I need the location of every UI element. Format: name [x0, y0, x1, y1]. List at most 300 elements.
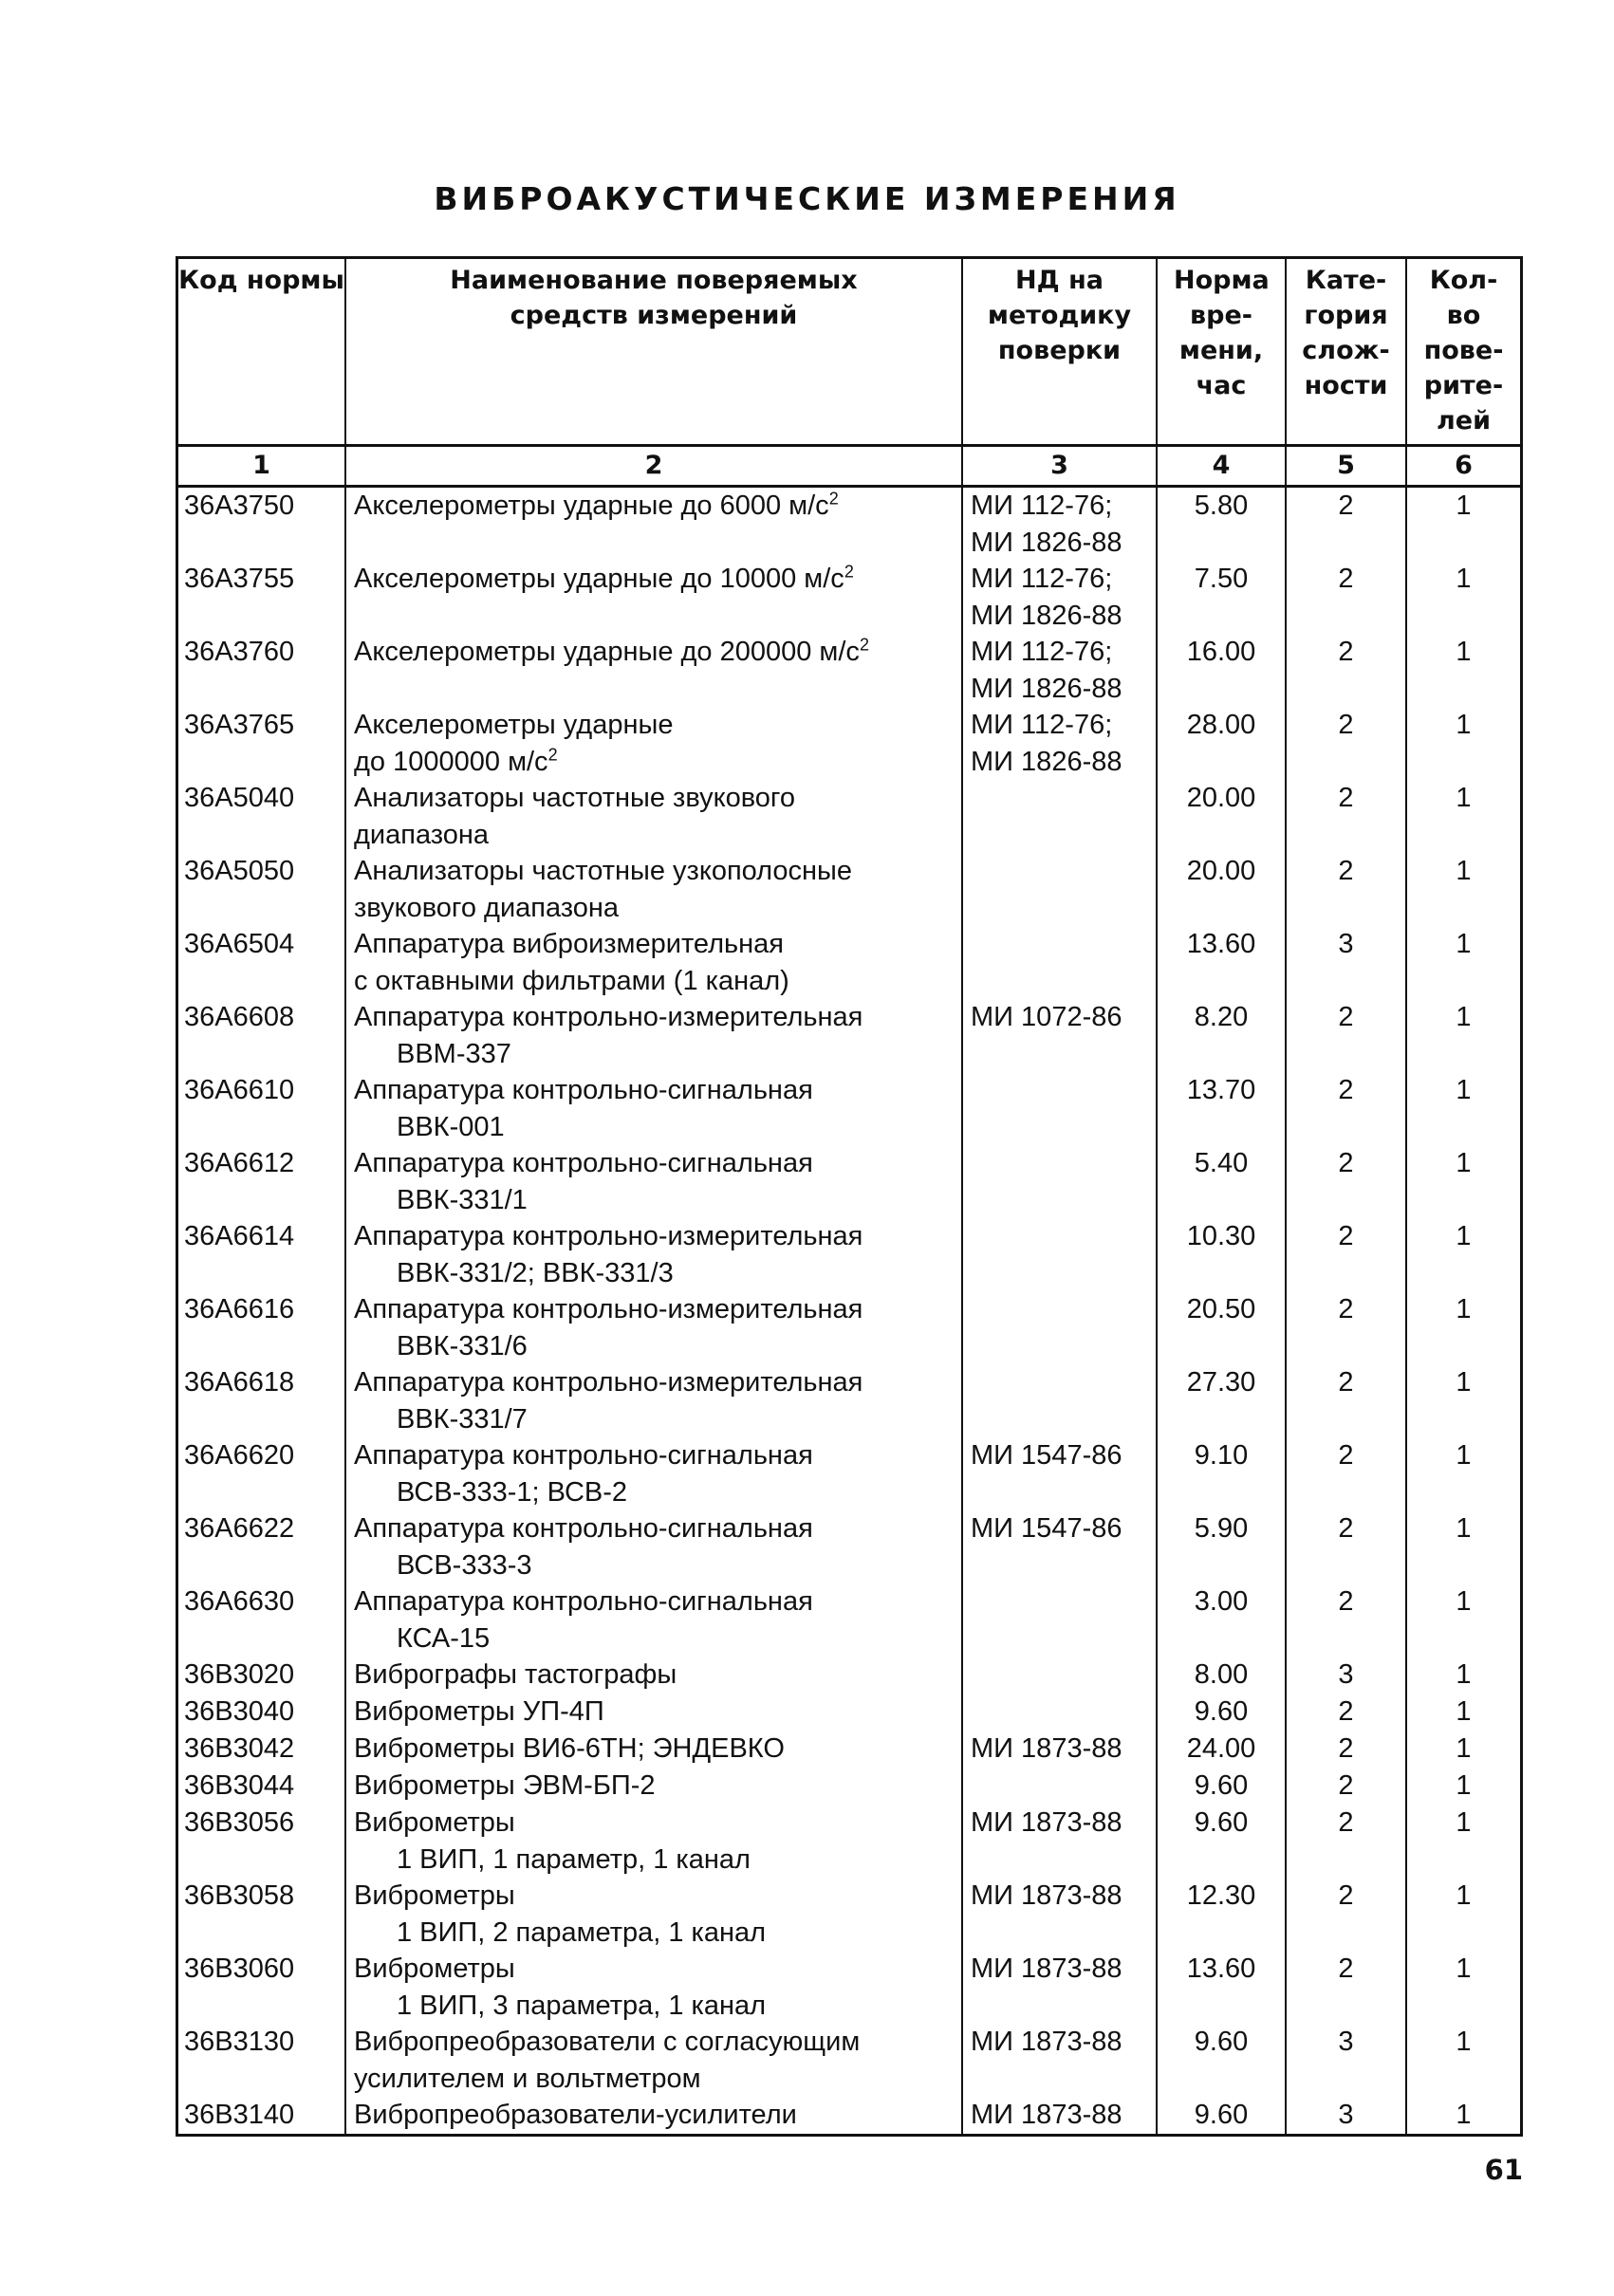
- code-text: 36В3056: [184, 1807, 295, 1838]
- name-text: 1 ВИП, 2 параметра, 1 канал: [397, 1916, 767, 1948]
- name-text: ВСВ-333-1; ВСВ-2: [397, 1476, 628, 1508]
- count-text: 1: [1456, 2027, 1472, 2057]
- norm-text: 13.60: [1186, 1953, 1256, 1984]
- name-text: Аппаратура контрольно-измерительная: [354, 1367, 863, 1398]
- cell-count: [1407, 1731, 1520, 1768]
- name-line-2: [354, 1255, 961, 1292]
- name-text: Аппаратура контрольно-измерительная: [354, 1294, 863, 1324]
- cell-count: [1407, 999, 1520, 1072]
- name-line-2: [354, 1915, 961, 1952]
- cell-code: [178, 999, 346, 1072]
- nd-text: МИ 1873-88: [971, 1953, 1122, 1984]
- name-line-1: [354, 1878, 961, 1915]
- cell-nd: [963, 1951, 1158, 2024]
- cell-category: [1287, 1768, 1407, 1805]
- cell-norm: [1158, 1145, 1287, 1218]
- name-line-1: [354, 488, 961, 525]
- cell-nd: [963, 1805, 1158, 1878]
- norm-text: 20.50: [1186, 1294, 1256, 1324]
- table-row: [178, 1583, 1520, 1657]
- table-row: [178, 561, 1520, 634]
- cell-name: [346, 1218, 963, 1291]
- cell-name: [346, 1805, 963, 1878]
- name-text: Аппаратура виброизмерительная: [354, 929, 784, 959]
- table-row: [178, 1218, 1520, 1291]
- cell-nd: [963, 1768, 1158, 1805]
- cell-norm: [1158, 1878, 1287, 1951]
- cell-code: [178, 1218, 346, 1291]
- code-text: 36А6630: [184, 1586, 295, 1617]
- cell-count: [1407, 561, 1520, 634]
- norm-text: 20.00: [1186, 856, 1256, 886]
- cell-category: [1287, 2024, 1407, 2097]
- code-text: 36А3755: [184, 564, 295, 594]
- category-text: 2: [1338, 1294, 1354, 1324]
- cell-code: [178, 780, 346, 853]
- table-row: [178, 853, 1520, 926]
- name-line-2: [354, 1620, 961, 1657]
- name-line-2: [354, 1988, 961, 2025]
- table-row: [178, 1951, 1520, 2024]
- cell-code: [178, 1657, 346, 1694]
- cell-nd: [963, 1731, 1158, 1768]
- norm-text: 16.00: [1186, 637, 1256, 667]
- name-line-1: [354, 1731, 961, 1768]
- name-text: Вибропреобразователи-усилители: [354, 2100, 797, 2130]
- category-text: 2: [1338, 1075, 1354, 1105]
- norm-text: 5.80: [1194, 491, 1249, 521]
- name-line-1: [354, 1768, 961, 1805]
- name-text: ВСВ-333-3: [397, 1549, 532, 1581]
- code-text: 36В3130: [184, 2027, 295, 2057]
- nd-text: МИ 1826-88: [971, 673, 1122, 704]
- table-row: [178, 1364, 1520, 1437]
- cell-name: [346, 1694, 963, 1731]
- name-line-1: [354, 707, 961, 744]
- cell-norm: [1158, 561, 1287, 634]
- category-text: 2: [1338, 1221, 1354, 1251]
- cell-count: [1407, 1768, 1520, 1805]
- category-text: 2: [1338, 1880, 1354, 1911]
- code-text: 36А3765: [184, 710, 295, 740]
- cell-category: [1287, 1218, 1407, 1291]
- cell-name: [346, 1731, 963, 1768]
- cell-norm: [1158, 707, 1287, 780]
- name-text: Аппаратура контрольно-сигнальная: [354, 1148, 813, 1178]
- norm-text: 9.60: [1194, 2100, 1249, 2130]
- table-row: [178, 1657, 1520, 1694]
- cell-nd: [963, 1437, 1158, 1510]
- table-row: [178, 707, 1520, 780]
- nd-text: МИ 1826-88: [971, 600, 1122, 631]
- cell-count: [1407, 634, 1520, 707]
- name-line-2: [354, 2061, 961, 2098]
- category-text: 2: [1338, 1807, 1354, 1838]
- cell-norm: [1158, 2097, 1287, 2134]
- cell-nd: [963, 1145, 1158, 1218]
- category-text: 3: [1338, 1659, 1354, 1690]
- name-text: Виброметры ВИ6-6ТН; ЭНДЕВКО: [354, 1733, 785, 1764]
- cell-name: [346, 1583, 963, 1657]
- count-text: 1: [1456, 1002, 1472, 1032]
- cell-norm: [1158, 1510, 1287, 1583]
- superscript: 2: [828, 489, 839, 509]
- column-number: 3: [963, 447, 1158, 485]
- category-text: 3: [1338, 2027, 1354, 2057]
- category-text: 2: [1338, 1367, 1354, 1398]
- code-text: 36А3760: [184, 637, 295, 667]
- cell-count: [1407, 1583, 1520, 1657]
- count-text: 1: [1456, 856, 1472, 886]
- cell-name: [346, 1291, 963, 1364]
- table-row: [178, 2097, 1520, 2134]
- count-text: 1: [1456, 1880, 1472, 1911]
- category-text: 2: [1338, 1440, 1354, 1471]
- cell-norm: [1158, 1805, 1287, 1878]
- cell-norm: [1158, 1072, 1287, 1145]
- norm-text: 10.30: [1186, 1221, 1256, 1251]
- cell-category: [1287, 1145, 1407, 1218]
- page-title: ВИБРОАКУСТИЧЕСКИЕ ИЗМЕРЕНИЯ: [434, 180, 1180, 217]
- name-text: Вибрографы тастографы: [354, 1659, 677, 1690]
- header-code: Код нормы: [178, 259, 346, 444]
- norm-text: 13.70: [1186, 1075, 1256, 1105]
- cell-norm: [1158, 1657, 1287, 1694]
- cell-category: [1287, 999, 1407, 1072]
- name-line-1: [354, 1694, 961, 1731]
- cell-category: [1287, 1072, 1407, 1145]
- cell-nd: [963, 707, 1158, 780]
- count-text: 1: [1456, 2100, 1472, 2130]
- cell-nd: [963, 1657, 1158, 1694]
- name-line-1: [354, 634, 961, 671]
- cell-category: [1287, 853, 1407, 926]
- cell-code: [178, 1951, 346, 2024]
- table-row: [178, 1145, 1520, 1218]
- code-text: 36В3020: [184, 1659, 295, 1690]
- cell-code: [178, 561, 346, 634]
- cell-norm: [1158, 1583, 1287, 1657]
- name-text: усилителем и вольтметром: [354, 2063, 701, 2094]
- norm-text: 9.60: [1194, 1696, 1249, 1727]
- cell-norm: [1158, 634, 1287, 707]
- cell-category: [1287, 634, 1407, 707]
- column-number: 1: [178, 447, 346, 485]
- name-line-1: [354, 1145, 961, 1182]
- cell-code: [178, 1291, 346, 1364]
- cell-norm: [1158, 926, 1287, 999]
- name-text: Акселерометры ударные до 200000 м/с: [354, 637, 860, 667]
- name-text: Вибропреобразователи с согласующим: [354, 2027, 861, 2057]
- name-line-1: [354, 2097, 961, 2134]
- cell-count: [1407, 2024, 1520, 2097]
- cell-category: [1287, 1878, 1407, 1951]
- count-text: 1: [1456, 1770, 1472, 1801]
- category-text: 2: [1338, 710, 1354, 740]
- cell-code: [178, 2097, 346, 2134]
- name-text: Аппаратура контрольно-сигнальная: [354, 1075, 813, 1105]
- cell-code: [178, 488, 346, 561]
- name-line-1: [354, 1072, 961, 1109]
- cell-nd: [963, 488, 1158, 561]
- name-text: до 1000000 м/с: [354, 746, 548, 777]
- name-text: Виброметры ЭВМ-БП-2: [354, 1770, 656, 1801]
- count-text: 1: [1456, 1294, 1472, 1324]
- table-row: [178, 1805, 1520, 1878]
- norm-text: 9.10: [1194, 1440, 1249, 1471]
- nd-text: МИ 1873-88: [971, 1807, 1122, 1838]
- code-text: 36В3140: [184, 2100, 295, 2130]
- code-text: 36А5040: [184, 783, 295, 813]
- superscript: 2: [844, 562, 854, 582]
- category-text: 2: [1338, 1586, 1354, 1617]
- name-line-2: [354, 1401, 961, 1438]
- nd-text: МИ 1873-88: [971, 1733, 1122, 1764]
- name-text: Аппаратура контрольно-сигнальная: [354, 1586, 813, 1617]
- cell-norm: [1158, 1768, 1287, 1805]
- name-text: звукового диапазона: [354, 892, 620, 923]
- header-norm: Норма вре- мени, час: [1158, 259, 1287, 444]
- name-line-1: [354, 853, 961, 890]
- cell-name: [346, 2024, 963, 2097]
- cell-count: [1407, 1694, 1520, 1731]
- cell-code: [178, 1145, 346, 1218]
- name-line-1: [354, 1951, 961, 1988]
- name-line-2: [354, 890, 961, 927]
- cell-name: [346, 561, 963, 634]
- name-text: КСА-15: [397, 1622, 491, 1654]
- cell-name: [346, 1364, 963, 1437]
- cell-nd: [963, 1878, 1158, 1951]
- cell-count: [1407, 853, 1520, 926]
- cell-name: [346, 1657, 963, 1694]
- category-text: 2: [1338, 783, 1354, 813]
- code-text: 36В3042: [184, 1733, 295, 1764]
- table-row: [178, 1878, 1520, 1951]
- cell-code: [178, 1878, 346, 1951]
- table-row: [178, 780, 1520, 853]
- superscript: 2: [547, 744, 558, 764]
- count-text: 1: [1456, 710, 1472, 740]
- cell-code: [178, 1731, 346, 1768]
- count-text: 1: [1456, 1075, 1472, 1105]
- cell-nd: [963, 1694, 1158, 1731]
- name-text: ВВК-331/6: [397, 1330, 528, 1361]
- name-line-2: [354, 1547, 961, 1584]
- name-text: Виброметры: [354, 1880, 515, 1911]
- name-line-2: [354, 963, 961, 1000]
- cell-category: [1287, 1437, 1407, 1510]
- cell-name: [346, 634, 963, 707]
- category-text: 2: [1338, 856, 1354, 886]
- cell-count: [1407, 707, 1520, 780]
- cell-category: [1287, 926, 1407, 999]
- name-text: ВВК-331/7: [397, 1403, 528, 1435]
- category-text: 2: [1338, 1002, 1354, 1032]
- cell-nd: [963, 634, 1158, 707]
- table-row: [178, 1694, 1520, 1731]
- name-line-1: [354, 2024, 961, 2061]
- norm-text: 9.60: [1194, 1807, 1249, 1838]
- cell-count: [1407, 1510, 1520, 1583]
- norm-text: 5.40: [1194, 1148, 1249, 1178]
- name-line-1: [354, 1437, 961, 1474]
- norm-text: 13.60: [1186, 929, 1256, 959]
- table-row: [178, 1072, 1520, 1145]
- cell-code: [178, 1583, 346, 1657]
- cell-name: [346, 1878, 963, 1951]
- count-text: 1: [1456, 1513, 1472, 1544]
- cell-code: [178, 1805, 346, 1878]
- code-text: 36А3750: [184, 491, 295, 521]
- page-number: 61: [1484, 2154, 1523, 2186]
- table-row: [178, 1437, 1520, 1510]
- name-text: Виброметры: [354, 1953, 515, 1984]
- name-line-1: [354, 1291, 961, 1328]
- cell-norm: [1158, 1694, 1287, 1731]
- nd-text: МИ 1873-88: [971, 2100, 1122, 2130]
- nd-text: МИ 1547-86: [971, 1513, 1122, 1544]
- count-text: 1: [1456, 637, 1472, 667]
- cell-count: [1407, 2097, 1520, 2134]
- nd-text: МИ 1873-88: [971, 2027, 1122, 2057]
- norm-text: 3.00: [1194, 1586, 1249, 1617]
- cell-nd: [963, 853, 1158, 926]
- header-count: Кол- во пове- рите- лей: [1423, 266, 1504, 435]
- cell-count: [1407, 1145, 1520, 1218]
- name-line-1: [354, 1218, 961, 1255]
- cell-code: [178, 1437, 346, 1510]
- norm-text: 24.00: [1186, 1733, 1256, 1764]
- cell-name: [346, 1437, 963, 1510]
- cell-norm: [1158, 1951, 1287, 2024]
- name-text: Акселерометры ударные до 6000 м/с: [354, 491, 829, 521]
- name-line-2: [354, 817, 961, 854]
- code-text: 36В3040: [184, 1696, 295, 1727]
- norms-table: [176, 256, 1523, 2137]
- count-text: 1: [1456, 491, 1472, 521]
- name-text: Аппаратура контрольно-измерительная: [354, 1002, 863, 1032]
- category-text: 2: [1338, 1513, 1354, 1544]
- cell-norm: [1158, 1364, 1287, 1437]
- code-text: 36А6616: [184, 1294, 295, 1324]
- cell-norm: [1158, 2024, 1287, 2097]
- norm-text: 27.30: [1186, 1367, 1256, 1398]
- count-text: 1: [1456, 1953, 1472, 1984]
- norm-text: 20.00: [1186, 783, 1256, 813]
- cell-norm: [1158, 780, 1287, 853]
- cell-count: [1407, 1951, 1520, 2024]
- code-text: 36А5050: [184, 856, 295, 886]
- name-text: Акселерометры ударные до 10000 м/с: [354, 564, 844, 594]
- norm-text: 9.60: [1194, 2027, 1249, 2057]
- category-text: 2: [1338, 637, 1354, 667]
- cell-norm: [1158, 1218, 1287, 1291]
- name-text: Аппаратура контрольно-сигнальная: [354, 1513, 813, 1544]
- cell-name: [346, 853, 963, 926]
- cell-code: [178, 2024, 346, 2097]
- code-text: 36В3044: [184, 1770, 295, 1801]
- cell-nd: [963, 2024, 1158, 2097]
- cell-nd: [963, 1072, 1158, 1145]
- cell-name: [346, 926, 963, 999]
- name-line-1: [354, 1510, 961, 1547]
- name-text: с октавными фильтрами (1 канал): [354, 965, 789, 996]
- table-row: [178, 1731, 1520, 1768]
- cell-nd: [963, 926, 1158, 999]
- nd-text: МИ 112-76;: [971, 710, 1113, 740]
- table-row: [178, 926, 1520, 999]
- cell-count: [1407, 1878, 1520, 1951]
- cell-code: [178, 853, 346, 926]
- cell-name: [346, 2097, 963, 2134]
- name-line-1: [354, 999, 961, 1036]
- cell-nd: [963, 1364, 1158, 1437]
- column-number: 2: [346, 447, 963, 485]
- cell-nd: [963, 780, 1158, 853]
- cell-norm: [1158, 488, 1287, 561]
- category-text: 2: [1338, 1696, 1354, 1727]
- code-text: 36В3058: [184, 1880, 295, 1911]
- cell-norm: [1158, 1291, 1287, 1364]
- name-text: Аппаратура контрольно-измерительная: [354, 1221, 863, 1251]
- norm-text: 7.50: [1194, 564, 1249, 594]
- cell-code: [178, 1694, 346, 1731]
- code-text: 36А6620: [184, 1440, 295, 1471]
- cell-code: [178, 926, 346, 999]
- cell-count: [1407, 1805, 1520, 1878]
- code-text: 36А6610: [184, 1075, 295, 1105]
- count-text: 1: [1456, 1733, 1472, 1764]
- table-header: [178, 259, 1520, 447]
- name-line-1: [354, 926, 961, 963]
- cell-norm: [1158, 999, 1287, 1072]
- cell-category: [1287, 1731, 1407, 1768]
- name-text: 1 ВИП, 1 параметр, 1 канал: [397, 1843, 751, 1875]
- cell-category: [1287, 1510, 1407, 1583]
- cell-count: [1407, 1072, 1520, 1145]
- count-text: 1: [1456, 1696, 1472, 1727]
- table-row: [178, 488, 1520, 561]
- name-line-1: [354, 780, 961, 817]
- cell-nd: [963, 999, 1158, 1072]
- column-number: 6: [1455, 451, 1473, 480]
- cell-count: [1407, 1291, 1520, 1364]
- name-line-2: [354, 1109, 961, 1146]
- nd-text: МИ 1547-86: [971, 1440, 1122, 1471]
- cell-category: [1287, 1694, 1407, 1731]
- superscript: 2: [859, 635, 869, 655]
- category-text: 2: [1338, 1733, 1354, 1764]
- cell-count: [1407, 780, 1520, 853]
- cell-count: [1407, 926, 1520, 999]
- cell-name: [346, 1768, 963, 1805]
- count-text: 1: [1456, 1586, 1472, 1617]
- norm-text: 28.00: [1186, 710, 1256, 740]
- name-line-1: [354, 561, 961, 598]
- name-line-2: [354, 1182, 961, 1219]
- cell-count: [1407, 488, 1520, 561]
- count-text: 1: [1456, 1807, 1472, 1838]
- count-text: 1: [1456, 783, 1472, 813]
- name-text: Анализаторы частотные звукового: [354, 783, 796, 813]
- name-line-2: [354, 744, 961, 781]
- name-line-1: [354, 1583, 961, 1620]
- cell-code: [178, 634, 346, 707]
- name-line-1: [354, 1805, 961, 1842]
- cell-category: [1287, 707, 1407, 780]
- count-text: 1: [1456, 1440, 1472, 1471]
